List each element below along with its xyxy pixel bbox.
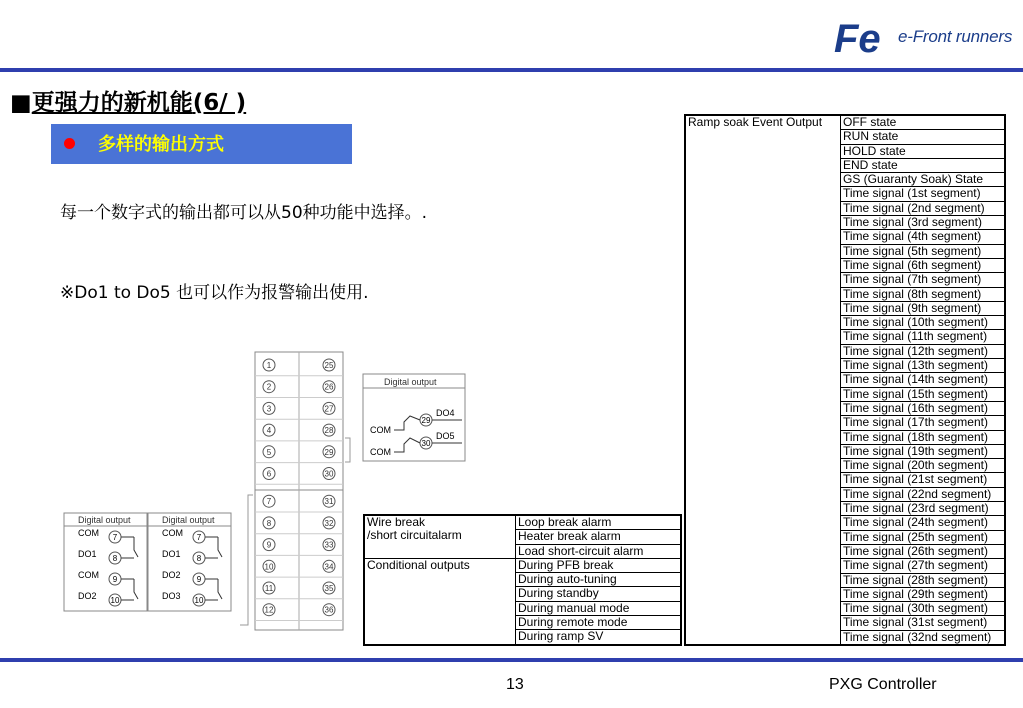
header-rule (0, 68, 1023, 72)
item-cell: Time signal (15th segment) (841, 387, 1006, 401)
description-text: 每一个数字式的输出都可以从50种功能中选择。. (60, 203, 428, 223)
terminal-label: 7 (112, 533, 118, 542)
item-cell: Time signal (4th segment) (841, 230, 1006, 244)
item-cell: Time signal (5th segment) (841, 244, 1006, 258)
terminal-label: 29 (421, 416, 431, 425)
terminal-label: 5 (266, 447, 272, 457)
item-cell: During manual mode (516, 601, 682, 615)
table-row (364, 515, 681, 530)
title-text: 更强力的新机能 (31, 90, 193, 116)
item-cell: Time signal (19th segment) (841, 444, 1006, 458)
table-row (685, 115, 1005, 130)
item-cell: Time signal (10th segment) (841, 316, 1006, 330)
terminal-label: 9 (266, 540, 272, 550)
item-cell: Time signal (7th segment) (841, 273, 1006, 287)
bracket-guide (240, 495, 253, 625)
terminal-label: 33 (324, 540, 334, 550)
terminal-label: 7 (196, 533, 202, 542)
terminal-label: 9 (112, 575, 118, 584)
terminal-label: 7 (266, 497, 272, 507)
item-cell: Time signal (31st segment) (841, 616, 1006, 630)
io-label: DO3 (162, 591, 181, 601)
terminal-label: 4 (266, 426, 272, 436)
io-label: COM (78, 528, 99, 538)
item-cell: Time signal (21st segment) (841, 473, 1006, 487)
product-name: PXG Controller (829, 676, 937, 693)
box-title: Digital output (78, 515, 131, 525)
terminal-label: 25 (324, 361, 334, 370)
io-label: DO2 (78, 591, 97, 601)
subtitle-text: 多样的输出方式 (98, 134, 224, 155)
terminal-strip (240, 352, 350, 630)
do-label: DO5 (436, 431, 455, 441)
item-cell: Time signal (1st segment) (841, 187, 1006, 201)
group-cell-conditional: Conditional outputs (364, 558, 516, 644)
terminal-label: 27 (324, 404, 334, 414)
terminal-label: 32 (324, 518, 334, 528)
item-cell: Time signal (2nd segment) (841, 201, 1006, 215)
item-cell: Time signal (13th segment) (841, 359, 1006, 373)
terminal-label: 8 (196, 554, 202, 563)
terminal-label: 29 (324, 447, 334, 457)
box-title: Digital output (384, 377, 437, 387)
box-title: Digital output (162, 515, 215, 525)
terminal-label: 35 (324, 584, 334, 593)
title-bullet: ■ (10, 90, 32, 116)
item-cell: Time signal (18th segment) (841, 430, 1006, 444)
terminal-label: 36 (324, 605, 334, 615)
io-label: DO1 (162, 549, 181, 559)
terminal-label: 11 (264, 584, 274, 593)
item-cell: Time signal (11th segment) (841, 330, 1006, 344)
io-label: COM (78, 570, 99, 580)
item-cell: Time signal (24th segment) (841, 516, 1006, 530)
item-cell: During auto-tuning (516, 573, 682, 587)
ramp-soak-event-table (684, 114, 1006, 646)
terminal-label: 31 (324, 497, 334, 507)
item-cell: Loop break alarm (516, 515, 682, 530)
digital-output-box-do1-do2 (64, 513, 147, 611)
item-cell: Time signal (8th segment) (841, 287, 1006, 301)
item-cell: Time signal (22nd segment) (841, 487, 1006, 501)
terminal-label: 30 (421, 439, 431, 448)
table-row (364, 558, 681, 572)
item-cell: Time signal (17th segment) (841, 416, 1006, 430)
item-cell: Time signal (25th segment) (841, 530, 1006, 544)
terminal-label: 8 (112, 554, 118, 563)
item-cell: Time signal (6th segment) (841, 258, 1006, 272)
digital-output-box-do4-do5 (363, 374, 465, 461)
com-label: COM (370, 425, 391, 435)
io-label: DO1 (78, 549, 97, 559)
terminal-label: 12 (264, 605, 274, 615)
io-label: DO2 (162, 570, 181, 580)
item-cell: During standby (516, 587, 682, 601)
terminal-label: 8 (266, 518, 272, 528)
terminal-label: 6 (266, 469, 272, 479)
item-cell: Time signal (16th segment) (841, 401, 1006, 415)
item-cell: Time signal (27th segment) (841, 559, 1006, 573)
io-label: COM (162, 528, 183, 538)
item-cell: Time signal (28th segment) (841, 573, 1006, 587)
page-number: 13 (506, 676, 524, 693)
terminal-label: 26 (324, 382, 334, 392)
item-cell: Time signal (12th segment) (841, 344, 1006, 358)
com-label: COM (370, 447, 391, 457)
item-cell: Heater break alarm (516, 530, 682, 544)
item-cell: RUN state (841, 130, 1006, 144)
terminal-label: 2 (266, 382, 272, 392)
do-label: DO4 (436, 408, 455, 418)
group-cell: Ramp soak Event Output (685, 115, 841, 645)
item-cell: During PFB break (516, 558, 682, 572)
page-title (10, 84, 246, 117)
output-box-frame (148, 513, 231, 611)
terminal-label: 3 (266, 404, 272, 414)
logo-mark: Fe (834, 17, 881, 56)
terminal-label: 10 (264, 562, 274, 572)
terminal-label: 10 (110, 596, 120, 605)
group-cell-wire-break (364, 515, 516, 558)
conditional-output-table (363, 514, 682, 646)
terminal-label: 1 (266, 361, 272, 370)
logo-text: e-Front runners (898, 27, 1013, 46)
item-cell: Load short-circuit alarm (516, 544, 682, 558)
item-cell: Time signal (9th segment) (841, 301, 1006, 315)
terminal-label: 28 (324, 426, 334, 436)
item-cell: GS (Guaranty Soak) State (841, 173, 1006, 187)
bracket-guide (345, 438, 350, 462)
item-cell: END state (841, 158, 1006, 172)
terminal-label: 34 (324, 562, 334, 572)
item-cell: Time signal (29th segment) (841, 587, 1006, 601)
bullet-dot-icon (64, 138, 75, 149)
digital-output-box-do1-do3 (148, 513, 231, 611)
item-cell: Time signal (23rd segment) (841, 502, 1006, 516)
item-cell: Time signal (14th segment) (841, 373, 1006, 387)
output-box-frame (64, 513, 147, 611)
item-cell: Time signal (20th segment) (841, 459, 1006, 473)
terminal-label: 9 (196, 575, 202, 584)
item-cell: Time signal (30th segment) (841, 602, 1006, 616)
item-cell: HOLD state (841, 144, 1006, 158)
item-cell: During ramp SV (516, 630, 682, 645)
group-label-line2: /short circuitalarm (367, 528, 462, 543)
item-cell: During remote mode (516, 616, 682, 630)
terminal-label: 10 (194, 596, 204, 605)
footer-rule (0, 658, 1023, 662)
note-text: ※Do1 to Do5 也可以作为报警输出使用. (60, 283, 369, 303)
group-label-line1: Wire break (367, 515, 426, 529)
item-cell: Time signal (32nd segment) (841, 630, 1006, 645)
title-suffix: (6/ ) (192, 90, 247, 116)
item-cell: Time signal (26th segment) (841, 544, 1006, 558)
item-cell: Time signal (3rd segment) (841, 216, 1006, 230)
terminal-label: 30 (324, 469, 334, 479)
item-cell: OFF state (841, 115, 1006, 130)
